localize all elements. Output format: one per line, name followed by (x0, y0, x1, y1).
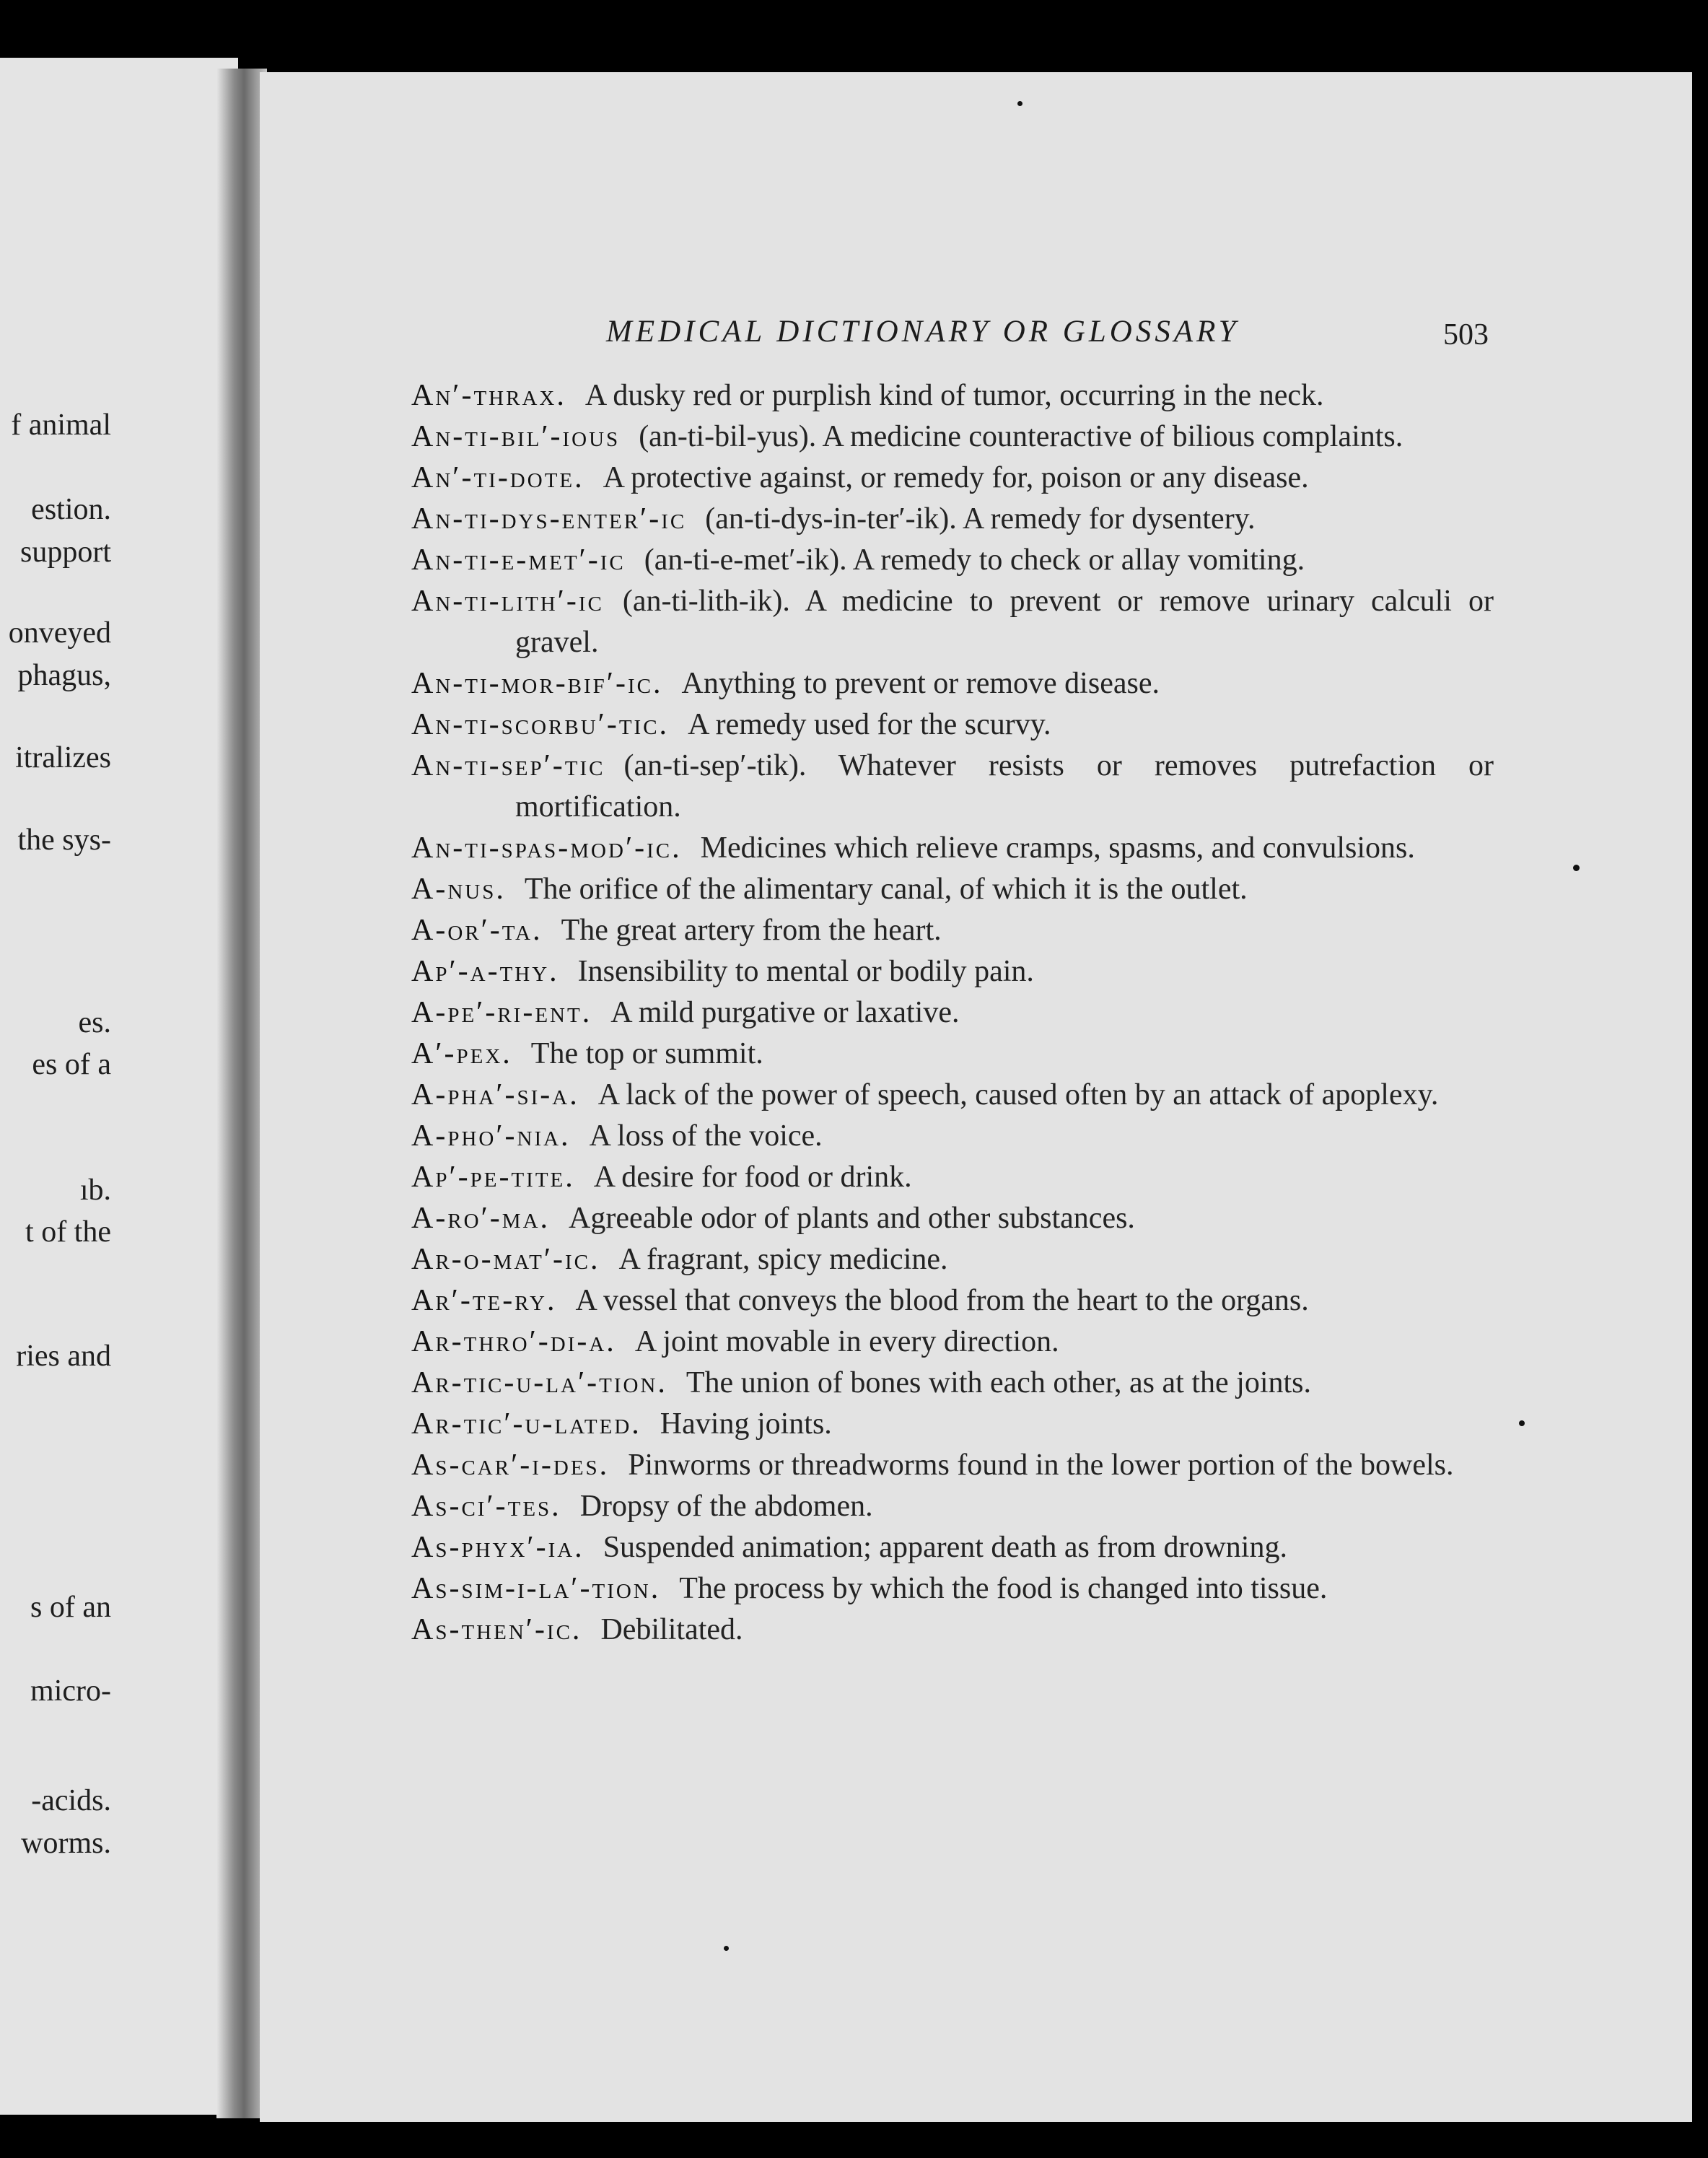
glossary-entry (411, 1157, 1494, 1198)
left-page-text-fragment: phagus, (17, 659, 111, 692)
glossary-entry (411, 663, 1494, 704)
entry-term: A-nus. (411, 873, 506, 906)
glossary-entry (411, 375, 1494, 416)
ink-speck (1519, 1420, 1525, 1426)
entry-term: An-ti-scorbu′-tic. (411, 708, 670, 741)
left-page-text-fragment: s of an (30, 1591, 111, 1624)
entry-definition: A remedy used for the scurvy. (688, 708, 1051, 741)
glossary-entry (411, 1075, 1494, 1116)
left-page-text-fragment: worms. (21, 1827, 111, 1860)
left-page-text-fragment: estion. (31, 493, 111, 526)
entry-definition: (an-ti-lith-ik). A medicine to prevent or remove urinary calculi or gravel. (515, 585, 1494, 659)
glossary-entry (411, 458, 1494, 499)
glossary-entry (411, 581, 1494, 663)
glossary-entry (411, 1445, 1494, 1486)
running-head: MEDICAL DICTIONARY OR GLOSSARY (606, 315, 1240, 349)
entry-term: An-ti-sep′-tic (411, 749, 605, 782)
entry-definition: A dusky red or purplish kind of tumor, occurring in the neck. (584, 379, 1324, 412)
glossary-entry (411, 1404, 1494, 1445)
entry-definition: Medicines which relieve cramps, spasms, and convulsions. (700, 831, 1415, 865)
entry-term: A-pe′-ri-ent. (411, 996, 592, 1029)
glossary-entry (411, 1239, 1494, 1280)
left-page (0, 58, 238, 2115)
entry-definition: The top or summit. (530, 1037, 763, 1070)
entry-term: An-ti-lith′-ic (411, 585, 604, 618)
left-page-text-fragment: t of the (25, 1215, 111, 1249)
entry-term: An′-thrax. (411, 379, 566, 412)
entry-definition: Pinworms or threadworms found in the lower portion of the bowels. (628, 1449, 1454, 1482)
entry-definition: Debilitated. (600, 1613, 743, 1646)
entry-term: Ar′-te-ry. (411, 1284, 557, 1317)
entry-term: A-pha′-si-a. (411, 1078, 579, 1111)
entry-term: Ar-tic-u-la′-tion. (411, 1366, 667, 1399)
left-page-text-fragment: support (20, 536, 111, 569)
entry-definition: Agreeable odor of plants and other substances. (569, 1202, 1135, 1235)
glossary-entry (411, 1527, 1494, 1568)
entry-term: As-then′-ic. (411, 1613, 582, 1646)
entry-term: A-ro′-ma. (411, 1202, 551, 1235)
glossary-entry (411, 1198, 1494, 1239)
entry-term: An′-ti-dote. (411, 461, 584, 494)
entry-term: An-ti-mor-bif′-ic. (411, 667, 663, 700)
left-page-text-fragment: itralizes (15, 741, 111, 774)
entry-definition: (an-ti-e-met′-ik). A remedy to check or allay vomiting. (644, 543, 1305, 577)
entry-definition: A fragrant, spicy medicine. (618, 1243, 948, 1276)
glossary-entry (411, 416, 1494, 458)
entry-definition: The great artery from the heart. (561, 914, 942, 947)
glossary-entries (411, 375, 1494, 1651)
ink-speck (1017, 101, 1022, 106)
entry-definition: A loss of the voice. (589, 1119, 823, 1153)
entry-term: An-ti-spas-mod′-ic. (411, 831, 682, 865)
left-page-text-fragment: onveyed (8, 616, 111, 650)
glossary-entry (411, 992, 1494, 1034)
glossary-entry (411, 1116, 1494, 1157)
glossary-entry (411, 1609, 1494, 1651)
entry-term: As-phyx′-ia. (411, 1531, 584, 1564)
entry-definition: A vessel that conveys the blood from the heart to the organs. (575, 1284, 1309, 1317)
entry-definition: Dropsy of the abdomen. (579, 1490, 873, 1523)
left-page-text-fragment: -acids. (31, 1784, 111, 1817)
glossary-entry (411, 1363, 1494, 1404)
entry-definition: The union of bones with each other, as at the joints. (686, 1366, 1311, 1399)
entry-definition: A protective against, or remedy for, poison or any disease. (603, 461, 1309, 494)
entry-definition: Insensibility to mental or bodily pain. (577, 955, 1034, 988)
entry-term: Ap′-pe-tite. (411, 1161, 575, 1194)
entry-definition: The orifice of the alimentary canal, of which it is the outlet. (524, 873, 1248, 906)
glossary-entry (411, 1280, 1494, 1322)
entry-definition: (an-ti-sep′-tik). Whatever resists or removes putrefaction or mortification. (515, 749, 1494, 824)
entry-definition: Suspended animation; apparent death as from drowning. (603, 1531, 1287, 1564)
entry-definition: The process by which the food is changed into tissue. (679, 1572, 1328, 1605)
glossary-entry (411, 869, 1494, 910)
entry-definition: A lack of the power of speech, caused often by an attack of apoplexy. (597, 1078, 1439, 1111)
entry-definition: A mild purgative or laxative. (610, 996, 960, 1029)
left-page-text-fragment: ıb. (79, 1174, 111, 1207)
entry-term: Ar-thro′-di-a. (411, 1325, 616, 1358)
glossary-entry (411, 1568, 1494, 1609)
entry-term: As-ci′-tes. (411, 1490, 561, 1523)
entry-term: An-ti-bil′-ious (411, 420, 621, 453)
left-page-text-fragment: ries and (16, 1340, 111, 1373)
entry-definition: Having joints. (660, 1407, 832, 1441)
entry-definition: A joint movable in every direction. (634, 1325, 1059, 1358)
left-page-text-fragment: the sys- (17, 824, 111, 857)
entry-term: As-sim-i-la′-tion. (411, 1572, 661, 1605)
right-page (260, 72, 1692, 2122)
left-page-text-fragment: es of a (32, 1048, 111, 1081)
entry-term: Ar-tic′-u-lated. (411, 1407, 641, 1441)
glossary-entry (411, 540, 1494, 581)
entry-term: As-car′-i-des. (411, 1449, 610, 1482)
entry-term: A-pho′-nia. (411, 1119, 571, 1153)
left-page-text-fragment: micro- (30, 1674, 111, 1708)
entry-term: An-ti-dys-enter′-ic (411, 502, 687, 536)
ink-speck (1573, 865, 1580, 871)
glossary-entry (411, 499, 1494, 540)
entry-term: Ap′-a-thy. (411, 955, 559, 988)
entry-definition: (an-ti-dys-in-ter′-ik). A remedy for dysentery. (705, 502, 1256, 536)
glossary-entry (411, 1034, 1494, 1075)
glossary-entry (411, 704, 1494, 746)
glossary-entry (411, 1322, 1494, 1363)
entry-term: Ar-o-mat′-ic. (411, 1243, 600, 1276)
glossary-entry (411, 828, 1494, 869)
entry-definition: Anything to prevent or remove disease. (681, 667, 1160, 700)
glossary-entry (411, 1486, 1494, 1527)
left-page-text-fragment: es. (78, 1006, 111, 1039)
entry-term: A′-pex. (411, 1037, 512, 1070)
glossary-entry (411, 951, 1494, 992)
glossary-entry (411, 910, 1494, 951)
left-page-text-fragment: f animal (11, 409, 111, 442)
entry-definition: A desire for food or drink. (593, 1161, 912, 1194)
entry-term: An-ti-e-met′-ic (411, 543, 626, 577)
entry-definition: (an-ti-bil-yus). A medicine counteractive of bilious complaints. (639, 420, 1403, 453)
glossary-entry (411, 746, 1494, 828)
entry-term: A-or′-ta. (411, 914, 543, 947)
page-number: 503 (1443, 318, 1489, 351)
ink-speck (724, 1946, 729, 1951)
